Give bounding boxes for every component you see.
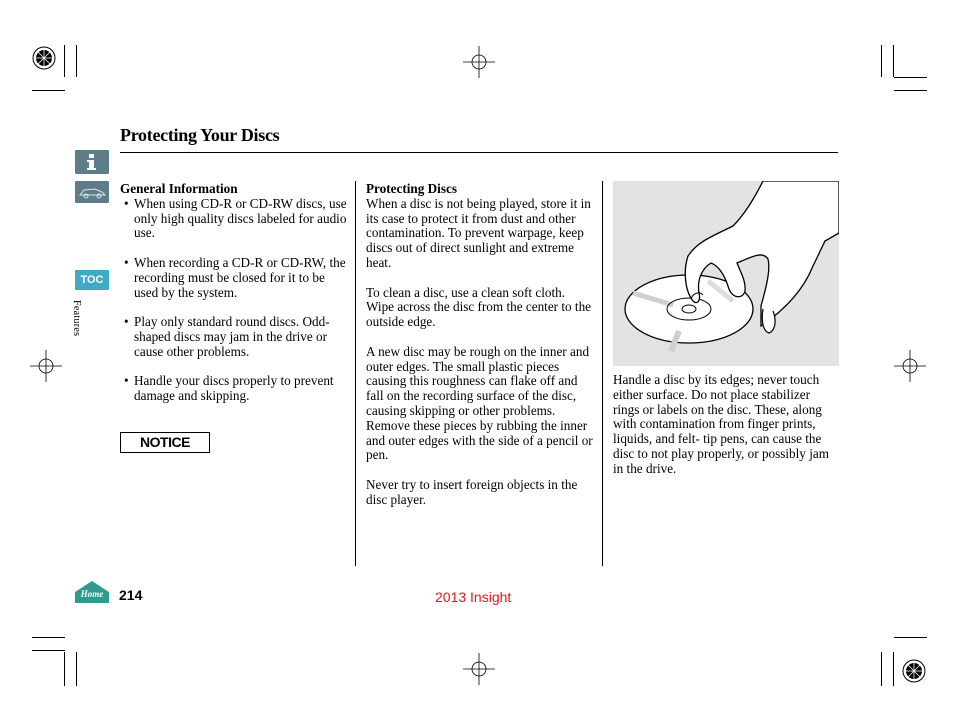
caption-text: Handle a disc by its edges; never touch either surface. Do not place stabilizer rings or labels on the disc. These, along with contamination from finger prints, liquids, and felt- tip pens, can cause the disc to not play properly, or possibly jam in the drive. <box>613 372 829 476</box>
home-label: Home <box>80 589 104 599</box>
crosshair-mark-icon <box>30 350 62 382</box>
paragraph: To clean a disc, use a clean soft cloth. Wipe across the disc from the center to the outside edge. <box>366 284 592 330</box>
paragraph: When a disc is not being played, store it in its case to protect it from dust and other contamination. To prevent warpage, keep discs out of direct sunlight and extreme heat. <box>366 195 591 270</box>
vehicle-button[interactable] <box>75 181 109 203</box>
protecting-discs-column <box>366 182 596 522</box>
general-info-list <box>120 197 350 404</box>
illustration-caption <box>613 373 835 491</box>
info-icon <box>75 150 109 174</box>
footer-model: 2013 Insight <box>435 589 512 605</box>
starburst-mark-icon <box>898 654 932 688</box>
crosshair-mark-icon <box>894 350 926 382</box>
paragraph: Never try to insert foreign objects in the disc player. <box>366 476 578 507</box>
crosshair-mark-icon <box>463 46 495 78</box>
car-icon <box>75 181 109 203</box>
page-title: Protecting Your Discs <box>120 125 280 145</box>
list-item: • Handle your discs properly to prevent damage and skipping. <box>120 374 350 404</box>
section-tab-label: Features <box>71 300 82 337</box>
disc-handling-illustration <box>613 181 839 366</box>
info-button[interactable] <box>75 150 109 174</box>
column-divider <box>355 181 356 566</box>
toc-button[interactable] <box>75 270 109 290</box>
title-rule <box>120 152 838 153</box>
general-info-column <box>120 182 350 419</box>
list-item: • Play only standard round discs. Odd-shaped discs may jam in the drive or cause other problems. <box>120 315 350 359</box>
list-item: • When using CD-R or CD-RW discs, use only high quality discs labeled for audio use. <box>120 197 350 241</box>
crosshair-mark-icon <box>463 653 495 685</box>
general-info-heading: General Information <box>120 181 238 196</box>
page-number: 214 <box>119 587 143 603</box>
protecting-discs-heading: Protecting Discs <box>366 181 457 196</box>
notice-label: NOTICE <box>120 432 210 453</box>
toc-label: TOC <box>80 274 104 286</box>
home-button[interactable] <box>74 580 110 604</box>
starburst-mark-icon <box>28 40 68 80</box>
paragraph: A new disc may be rough on the inner and outer edges. The small plastic pieces causing this roughness can flake off and fall on the recording surface of the disc, causing skipping or other problems. Remove these pieces by rubbing the inner and outer edges with the side of a pencil or pen. <box>366 343 593 463</box>
column-divider <box>602 181 603 566</box>
hand-holding-disc-icon <box>613 181 839 366</box>
list-item: • When recording a CD-R or CD-RW, the recording must be closed for it to be used by the system. <box>120 256 350 300</box>
